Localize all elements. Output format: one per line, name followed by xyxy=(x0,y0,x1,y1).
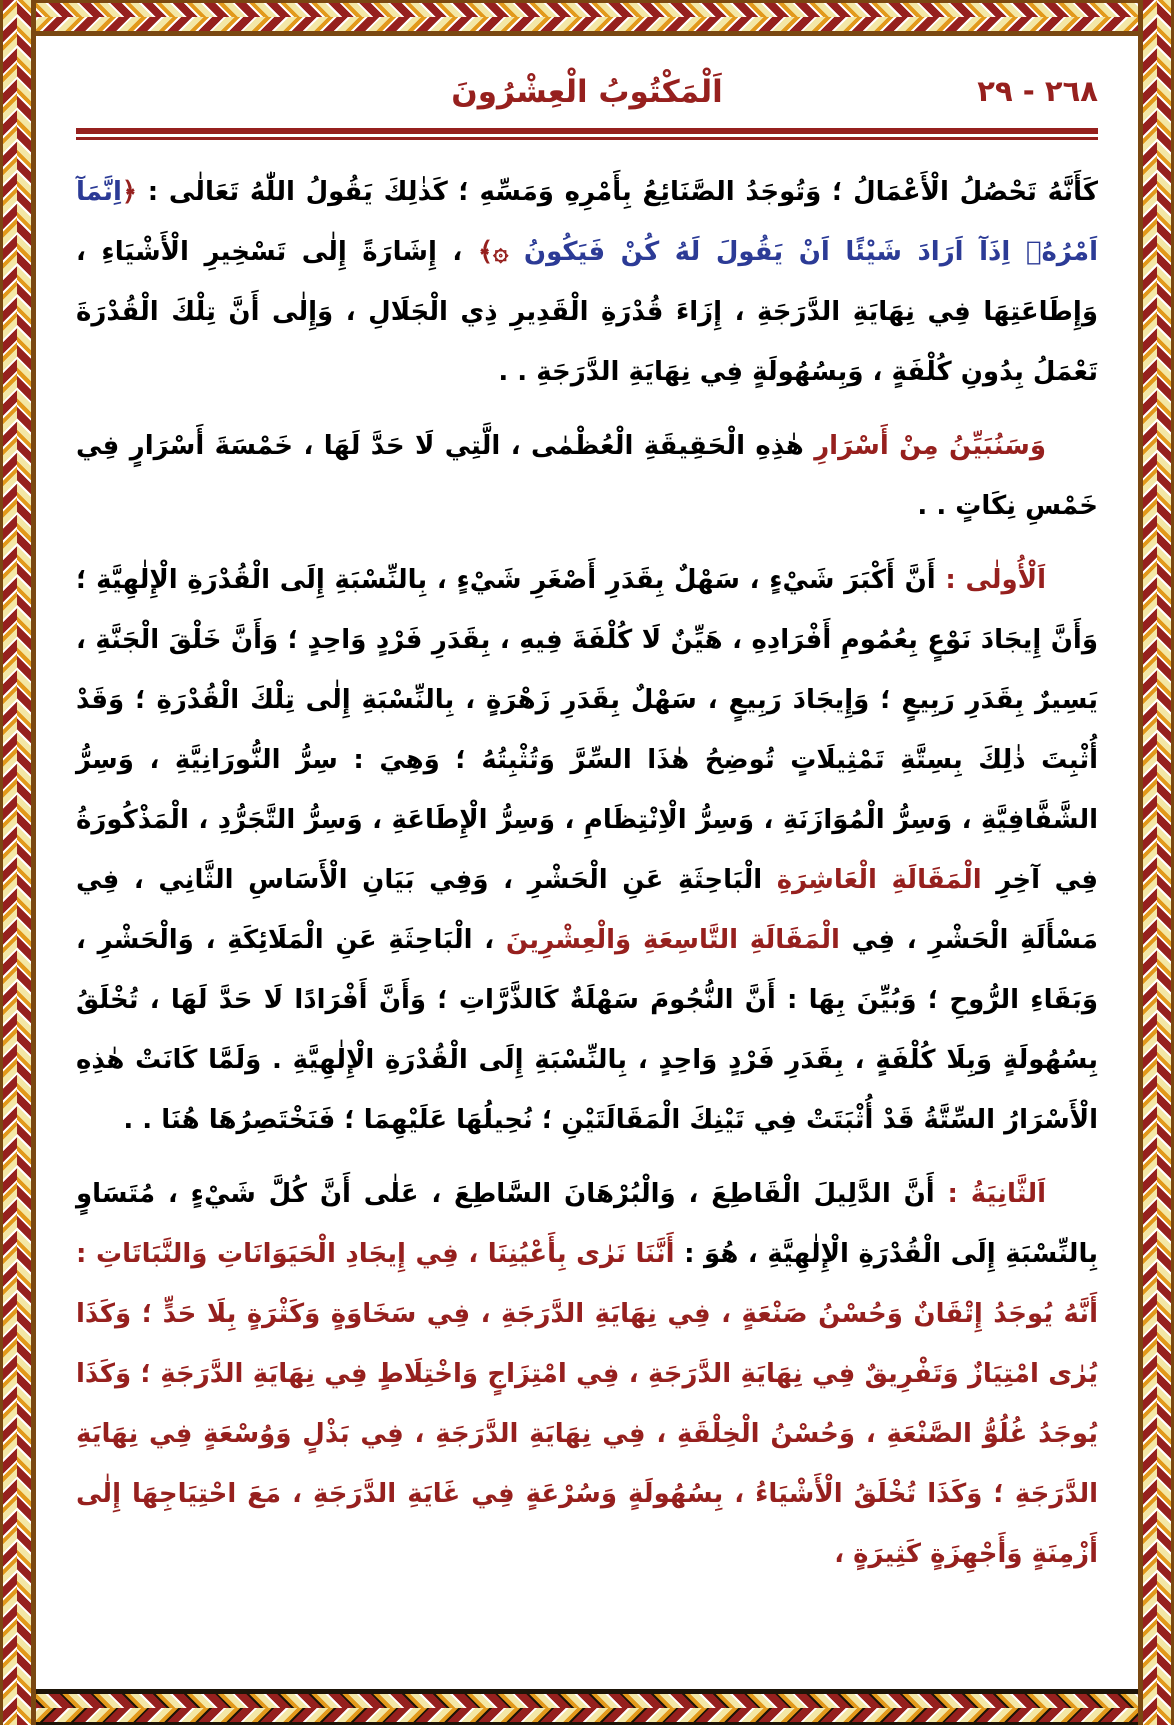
text-run: الْمَقَالَةِ التَّاسِعَةِ وَالْعِشْرِينَ xyxy=(505,925,840,955)
paragraph xyxy=(76,550,1098,1150)
text-run: الْبَاحِثَةِ عَنِ الْحَشْرِ ، وَفِي بَيَانِ الْأَسَاسِ الثَّانِي ، فِي مَسْأَلَةِ الْحَشْرِ ، فِي xyxy=(76,865,1098,955)
text-run: أَنَّ أَكْبَرَ شَيْءٍ ، سَهْلٌ بِقَدَرِ أَصْغَرِ شَيْءٍ ، بِالنِّسْبَةِ إِلَى الْقُدْرَةِ الْإِلٰهِيَّةِ ؛ وَأَنَّ إِيجَادَ نَوْعٍ بِعُمُومِ أَفْرَادِهِ ، هَيِّنٌ لَا كُلْفَةَ فِيهِ ، بِقَدَرِ فَرْدٍ وَاحِدٍ ؛ وَأَنَّ خَلْقَ الْجَنَّةِ ، يَسِيرٌ بِقَدَرِ رَبِيعٍ ؛ وَإِيجَادَ رَبِيعٍ ، سَهْلٌ بِقَدَرِ زَهْرَةٍ ، بِالنِّسْبَةِ إِلٰى تِلْكَ الْقُدْرَةِ ؛ وَقَدْ أُثْبِتَ ذٰلِكَ بِسِتَّةِ تَمْثِيلَاتٍ تُوضِحُ هٰذَا السِّرَّ وَتُثْبِتُهُ ؛ وَهِيَ : سِرُّ النُّورَانِيَّةِ ، وَسِرُّ الشَّفَّافِيَّةِ ، وَسِرُّ الْمُوَازَنَةِ ، وَسِرُّ الْاِنْتِظَامِ ، وَسِرُّ الْإِطَاعَةِ ، وَسِرُّ التَّجَرُّدِ ، الْمَذْكُورَةُ فِي آخِرِ xyxy=(76,565,1098,895)
text-run: ۞﴾ xyxy=(477,237,524,267)
text-run: هٰذِهِ الْحَقِيقَةِ الْعُظْمٰى ، الَّتِي لَا حَدَّ لَهَا ، خَمْسَةَ أَسْرَارٍ فِي خَمْسِ نِكَاتٍ . . xyxy=(76,431,1098,521)
page-content xyxy=(36,36,1138,1689)
text-run: اَلْأُولٰى : xyxy=(935,565,1046,595)
text-run: اَلثَّانِيَةُ : xyxy=(934,1179,1046,1209)
text-run: ﴿ xyxy=(121,177,138,207)
page-header xyxy=(76,74,1098,122)
text-run: أَنَّنَا نَرٰى بِأَعْيُنِنَا ، فِي إِيجَادِ الْحَيَوَانَاتِ وَالنَّبَاتَاتِ : أَنَّهُ يُوجَدُ إِتْقَانٌ وَحُسْنُ صَنْعَةٍ ، فِي نِهَايَةِ الدَّرَجَةِ ، فِي سَخَاوَةٍ وَكَثْرَةٍ بِلَا حَدٍّ ؛ وَكَذَا يُرٰى امْتِيَازٌ وَتَفْرِيقٌ فِي نِهَايَةِ الدَّرَجَةِ ، فِي امْتِزَاجٍ وَاخْتِلَاطٍ فِي نِهَايَةِ الدَّرَجَةِ ؛ وَكَذَا يُوجَدُ غُلُوُّ الصَّنْعَةِ ، وَحُسْنُ الْخِلْقَةِ ، فِي نِهَايَةِ الدَّرَجَةِ ، فِي بَذْلٍ وَوُسْعَةٍ فِي نِهَايَةِ الدَّرَجَةِ ؛ وَكَذَا تُخْلَقُ الْأَشْيَاءُ ، بِسُهُولَةٍ وَسُرْعَةٍ فِي غَايَةِ الدَّرَجَةِ ، مَعَ احْتِيَاجِهَا إِلٰى أَزْمِنَةٍ وَأَجْهِزَةٍ كَثِيرَةٍ ، xyxy=(76,1239,1098,1569)
body-text xyxy=(76,162,1098,1584)
page-title: اَلْمَكْتُوبُ الْعِشْرُونَ xyxy=(451,74,723,110)
text-run: وَسَنُبَيِّنُ مِنْ أَسْرَارِ xyxy=(803,431,1046,461)
text-run: اِنَّمَآ اَمْرُهُۤ اِذَآ اَرَادَ شَيْئًا اَنْ يَقُولَ لَهُ كُنْ فَيَكُونُ xyxy=(76,177,1098,267)
paragraph xyxy=(76,1164,1098,1584)
paragraph xyxy=(76,416,1098,536)
header-rule-thick xyxy=(76,128,1098,134)
text-run: ، الْبَاحِثَةِ عَنِ الْمَلَائِكَةِ ، وَالْحَشْرِ ، وَبَقَاءِ الرُّوحِ ؛ وَبُيِّنَ بِهَا : أَنَّ النُّجُومَ سَهْلَةٌ كَالذَّرَّاتِ ؛ وَأَنَّ أَفْرَادًا لَا حَدَّ لَهَا ، تُخْلَقُ بِسُهُولَةٍ وَبِلَا كُلْفَةٍ ، بِقَدَرِ فَرْدٍ وَاحِدٍ ، بِالنِّسْبَةِ إِلَى الْقُدْرَةِ الْإِلٰهِيَّةِ . وَلَمَّا كَانَتْ هٰذِهِ الْأَسْرَارُ السِّتَّةُ قَدْ أُثْبَتَتْ فِي تَيْنِكَ الْمَقَالَتَيْنِ ؛ نُحِيلُهَا عَلَيْهِمَا ؛ فَنَخْتَصِرُهَا هُنَا . . xyxy=(76,925,1098,1135)
text-run: ، إِشَارَةً إِلٰى تَسْخِيرِ الْأَشْيَاءِ ، وَإِطَاعَتِهَا فِي نِهَايَةِ الدَّرَجَةِ ، إِزَاءَ قُدْرَةِ الْقَدِيرِ ذِي الْجَلَالِ ، وَإِلٰى أَنَّ تِلْكَ الْقُدْرَةَ تَعْمَلُ بِدُونِ كُلْفَةٍ ، وَبِسُهُولَةٍ فِي نِهَايَةِ الدَّرَجَةِ . . xyxy=(76,237,1098,387)
ornamental-border-right xyxy=(1138,0,1174,1725)
ornamental-border-top xyxy=(0,0,1174,36)
text-run: أَنَّ الدَّلِيلَ الْقَاطِعَ ، وَالْبُرْهَانَ السَّاطِعَ ، عَلٰى أَنَّ كُلَّ شَيْءٍ ، مُتَسَاوٍ بِالنِّسْبَةِ إِلَى الْقُدْرَةِ الْإِلٰهِيَّةِ ، هُوَ : xyxy=(76,1179,1098,1269)
text-run: كَأَنَّهُ تَحْصُلُ الْأَعْمَالُ ؛ وَتُوجَدُ الصَّنَائِعُ بِأَمْرِهِ وَمَسِّهِ ؛ كَذٰلِكَ يَقُولُ اللّٰهُ تَعَالٰى : xyxy=(137,177,1098,207)
ornamental-border-left xyxy=(0,0,36,1725)
text-run: الْمَقَالَةِ الْعَاشِرَةِ xyxy=(776,865,982,895)
header-rule-thin xyxy=(76,137,1098,140)
ornamental-border-bottom xyxy=(0,1689,1174,1725)
page-number: ٢٦٨ - ٢٩ xyxy=(977,74,1098,108)
paragraph xyxy=(76,162,1098,402)
